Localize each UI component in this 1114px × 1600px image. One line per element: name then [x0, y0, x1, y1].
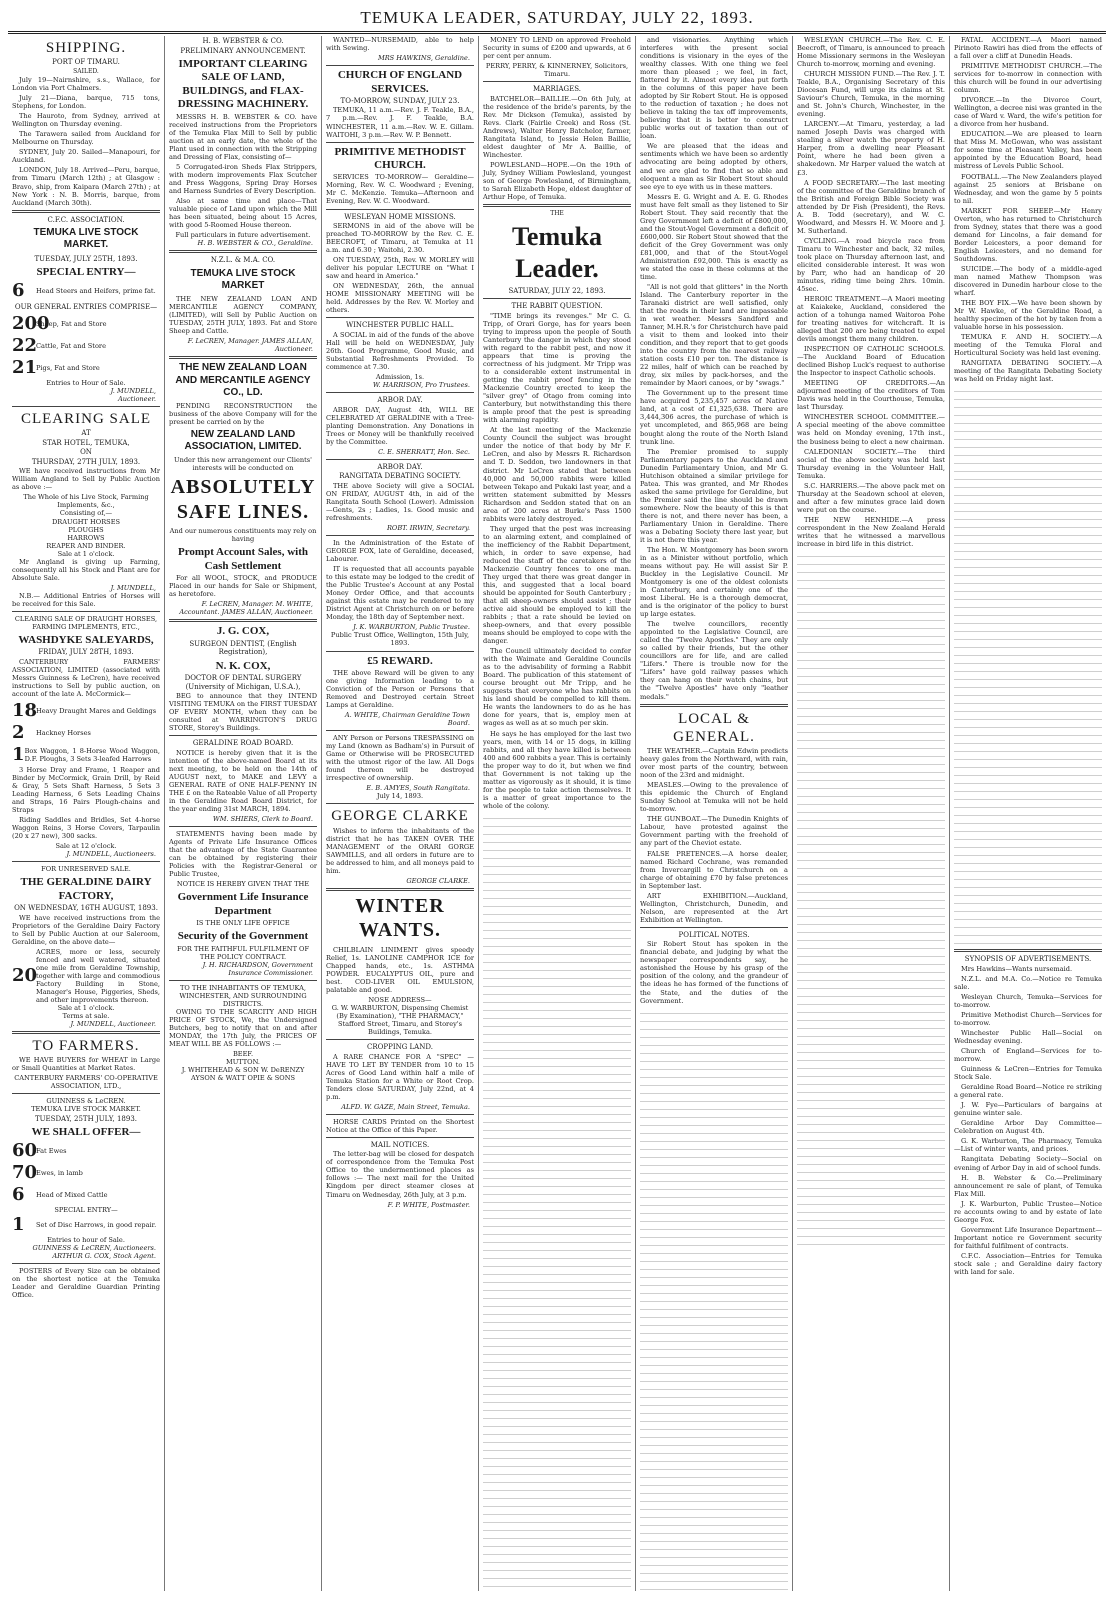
news-item: FATAL ACCIDENT.—A Maori named Pirinoto Rawiri has died from the effects of a fall over a cliff at Dunedin Heads.: [954, 36, 1102, 61]
divider: [169, 735, 317, 736]
ad-text: IS THE ONLY LIFE OFFICE: [196, 919, 290, 928]
ad-body: BEG to announce that they INTEND VISITING TEMUKA on the FIRST TUESDAY OF EVERY MONTH, when they can be consulted at WARRINGTON'S DRUG STORE, Storey's Buildings.: [169, 692, 317, 733]
divider: [326, 1039, 474, 1040]
section-heading: POLITICAL NOTES.: [678, 930, 750, 939]
news-item: HEROIC TREATMENT.—A Maori meeting at Kaiakeke, Auckland, considered the action of a tohunga named Waitoroa Pohe for treating natives for witchcraft. It is alleged that 200 are being treated to expel devils amongst them many children.: [797, 294, 945, 344]
signature: ALFD. W. GAZE, Main Street, Temuka.: [341, 1102, 470, 1111]
ad-body: Mr Angland is giving up Farming, consequently all his Stock and Plant are for Absolute Sale.: [12, 557, 160, 582]
divider: [483, 298, 631, 299]
lot-desc: Head of Mixed Cattle: [36, 1191, 108, 1200]
ad-text: AT: [81, 429, 91, 438]
divider: [483, 81, 631, 82]
ad-title: TO FARMERS.: [32, 1038, 140, 1055]
ad-heading: CROPPING LAND.: [367, 1043, 433, 1052]
divider: [326, 317, 474, 318]
notice-body: BATCHELOR—BAILLIE.—On 6th July, at the residence of the bride's parents, by the Rev. Mr Dickson (Temuka), assisted by Revs. Clark (Fairlie Creek) and Ross (St. Andrews), Walter Henry Batchelor, farmer, Rangitata Island, to Jessie Helen Baillie, eldest daughter of Mr A. Baillie, of Winchester.: [483, 94, 631, 159]
news-item: A FOOD SECRETARY.—The last meeting of the committee of the Geraldine branch of the British and Foreign Bible Society was attended by Dr Fish (President), the Revs. A. B. Todd (secretary), and W. C. Woodward, and Messrs H. W. Moore and J. M. Sutherland.: [797, 178, 945, 235]
news-item: INSPECTION OF CATHOLIC SCHOOLS.—The Auckland Board of Education declined Bishop Luck's request to authorise the Inspector to inspect Catholic schools.: [797, 345, 945, 378]
synopsis-item: Winchester Public Hall—Social on Wednesday evening.: [954, 1029, 1102, 1046]
shipping-heading: SHIPPING.: [45, 40, 127, 56]
signature: J. MUNDELL,: [110, 583, 156, 592]
ad-title: TO THE INHABITANTS OF TEMUKA, WINCHESTER, AND SURROUNDING DISTRICTS.: [179, 983, 307, 1008]
ad-text: Public Trust Office, Wellington, 15th July, 1893.: [330, 631, 470, 648]
divider: [12, 1263, 160, 1264]
synopsis-item: Guinness & LeCren—Entries for Temuka Stock Sale.: [954, 1065, 1102, 1082]
ad-body: MESSRS H. B. WEBSTER & CO. have received instructions from the Proprietors of the Temuka Flax Mill to Sell by public auction at an early date, the whole of the Plant used in connection with the Stripping and Dressing of Flax, consisting of—: [169, 112, 317, 161]
ad-body: CHILBLAIN LINIMENT gives speedy Relief, 1s. LANOLINE CAMPHOR ICE for Chapped hands, etc., 1s. ASTHMA POWDER. EUCALYPTUS OIL, pure and best. COD-LIVER OIL EMULSION, palatable and good.: [326, 945, 474, 994]
article-paragraph: At the last meeting of the Mackenzie County Council the subject was brought under the notice of that body by Mr F. LeCren, and also by Messrs R. Richardson and T. D. Seddon, two landowners in that district. Mr LeCren stated that between 40,000 and 50,000 rabbits were killed between Tekapo and Pukaki last year, and a written statement submitted by Messrs Richardson and Seddon stated that on an area of 200 acres at Burke's Pass 1500 rabbits were lately destroyed.: [483, 426, 631, 523]
ad-item: DRAUGHT HORSES: [51, 517, 121, 526]
ad-subheading: SPECIAL ENTRY—: [54, 1206, 118, 1215]
section-heading: MARRIAGES.: [532, 85, 582, 94]
ad-body: MONEY TO LEND on approved Freehold Security in sums of £200 and upwards, at 6 per cent per annum.: [483, 36, 631, 61]
ad-subheading: WE SHALL OFFER—: [31, 1126, 141, 1139]
signature: J. MUNDELL, Auctioneer.: [70, 1019, 156, 1028]
lot-item: [12, 948, 160, 1004]
lot-number: 18: [12, 700, 38, 721]
text-continuation: [954, 386, 1102, 946]
article-paragraph: The twelve councillors, recently appointed to the Legislative Council, are called the "Twelve Apostles." They are only so called by their friends, but the other councillors are for life, and are called "Lifers." There is trouble now for the "Lifers" have gold railway passes which they can hang on their watch chains, but the "Twelve Apostles" have only "leather medals.": [640, 620, 788, 701]
signature: J. MUNDELL,: [110, 386, 156, 395]
lot-desc: Box Waggon, 1 8-Horse Wood Waggon, D.F. Ploughs, 3 Sets 3-leafed Harrows: [24, 746, 160, 763]
divider: [326, 888, 474, 891]
columns: [8, 36, 1106, 1591]
section-heading: LOCAL & GENERAL.: [673, 710, 755, 745]
ad-body: HORSE CARDS Printed on the Shortest Notice at the Office of this Paper.: [326, 1117, 474, 1134]
ad-heading: MAIL NOTICES.: [370, 1140, 430, 1149]
section-heading: SYNOPSIS OF ADVERTISEMENTS.: [964, 955, 1092, 964]
news-item: TEMUKA F. AND H. SOCIETY.—A meeting of the Temuka Floral and Horticultural Society was held last evening.: [954, 333, 1102, 358]
port-heading: PORT OF TIMARU.: [52, 58, 120, 67]
synopsis-item: Mrs Hawkins—Wants nursemaid.: [961, 964, 1073, 973]
lot-number: 6: [12, 1184, 25, 1206]
divider: [326, 651, 474, 652]
synopsis-item: N.Z.L. and M.A. Co.—Notice re Temuka sale.: [954, 974, 1102, 991]
ad-body: ARBOR DAY, August 4th, WILL BE CELEBRATED AT GERALDINE with a Tree-planting Demonstration. Any Donations in Trees or Money will be thankfully received by the Committee.: [326, 405, 474, 446]
news-item: THE GUNBOAT.—The Dunedin Knights of Labour, have protested against the Government parting with the freehold of any part of the Cheviot estate.: [640, 815, 788, 848]
lot-number: 1: [12, 743, 25, 765]
signature: GEORGE CLARKE.: [406, 876, 470, 885]
news-item: MEETING OF CREDITORS.—An adjourned meeting of the creditors of Tom Davis was held in the Courthouse, Temuka, last Thursday.: [797, 379, 945, 412]
ad-body: Riding Saddles and Bridles, Set 4-horse Waggon Reins, 3 Horse Covers, Tarpaulin (20 x 27 new), 300 sacks.: [12, 816, 160, 841]
synopsis-item: J. K. Warburton, Public Trustee—Notice re accounts owing to and by estate of late George Fox.: [954, 1199, 1102, 1224]
divider: [326, 803, 474, 804]
lot-number: 1: [12, 1214, 25, 1236]
article-paragraph: and visionaries. Anything which interferes with the present social conditions is visionary in the eyes of the wealthy classes. With one thing we feel more than pleased ; we feel, in fact, flattered by it. Almost every idea put forth in the columns of this paper have been adopted by Sir Robert Stout. He is opposed to the reduction of taxation ; he does not believe in taking the tax off improvements, believing that it is better to construct public works out of taxation than out of loan.: [640, 36, 788, 141]
divider: [326, 209, 474, 210]
ad-text: NOSE ADDRESS—: [368, 995, 432, 1004]
ad-text: SURGEON DENTIST, (English Registration),: [189, 639, 297, 657]
ad-heading: ARBOR DAY.: [377, 396, 423, 405]
ad-text: And our numerous constituents may rely on having: [169, 527, 317, 544]
lot-number: 21: [12, 356, 38, 378]
news-item: CYCLING.—A road bicycle race from Timaru to Winchester and back, 32 miles, took place on Thursday afternoon last, and elicited considerable interest. It was won by Parr, who had an handicap of 20 minutes, riding time being 2hrs. 10min. 45sec.: [797, 236, 945, 293]
ad-body: A RARE CHANCE FOR A "SPEC" — HAVE TO LET BY TENDER from 10 to 15 Acres of Good Land within half a mile of Temuka Station for a White or Root Crop. Tenders close SATURDAY, July 22nd, at 4 p.m.: [326, 1052, 474, 1101]
ad-body: Wishes to inform the inhabitants of the district that he has TAKEN OVER THE MANAGEMENT of the ORARI GORGE SAWMILLS, and all orders in future are to be addressed to him, and all moneys paid to him.: [326, 826, 474, 875]
signature: J. H. RICHARDSON, Government Insurance Commissioner.: [202, 960, 313, 977]
ad-body: ON TUESDAY, 25th, Rev. W. MORLEY will deliver his popular LECTURE on "What I saw and heard in America.": [326, 256, 474, 281]
news-item: ART EXHIBITION.—Auckland, Wellington, Christchurch, Dunedin, and Nelson, are represented at the Art Exhibition at Wellington.: [640, 891, 788, 924]
text-continuation: [797, 551, 945, 1251]
lot-desc: Hackney Horses: [36, 728, 91, 737]
ad-text: Sale at 1 o'clock.: [57, 1003, 115, 1012]
lot-desc: Fat Ewes: [36, 1147, 67, 1156]
ad-text: Sale at 1 o'clock.: [57, 549, 115, 558]
shipping-entry: The Tarawera sailed from Auckland for Melbourne on Thursday.: [12, 130, 160, 147]
divider: [12, 861, 160, 862]
ad-date: THURSDAY, 27TH JULY, 1893.: [31, 457, 141, 466]
ad-body: WE HAVE BUYERS for WHEAT in Large or Small Quantities at Market Rates.: [12, 1056, 160, 1073]
ad-title: TEMUKA LIVE STOCK MARKET.: [33, 227, 139, 251]
ad-date: TUESDAY, 25TH JULY, 1893.: [34, 1114, 138, 1123]
ad-heading: WESLEYAN HOME MISSIONS.: [344, 212, 456, 221]
lot-desc: Ewes, in lamb: [36, 1169, 83, 1178]
ad-body: ON WEDNESDAY, 26th, the annual HOME MISSIONARY MEETING will be held. Addresses by the Rev. W. Morley and others.: [326, 282, 474, 315]
ad-body: A SOCIAL in aid of the funds of the above Hall will be held on WEDNESDAY, July 26th. Good Programme, Good Music, and Substantial Refreshments Provided. To commence at 7.30.: [326, 330, 474, 372]
signature: H. B. WEBSTER & CO., Geraldine.: [197, 239, 313, 248]
ad-subheading: OUR GENERAL ENTRIES COMPRISE—: [14, 303, 158, 312]
news-item: MEASLES.—Owing to the prevalence of this epidemic the Church of England Sunday School at Temuka will not be held to-morrow.: [640, 781, 788, 814]
ad-text: Sale at 12 o'clock.: [55, 842, 117, 851]
lot-number: 60: [12, 1140, 38, 1162]
lot-item: [12, 744, 160, 766]
ad-body: THE above Society will give a SOCIAL ON FRIDAY, AUGUST 4th, in aid of the Rangitata South School (Lower). Admission—Gents, 2s ; Ladies, 1s. Good music and refreshments.: [326, 481, 474, 523]
ad-heading: FOR UNRESERVED SALE.: [41, 865, 131, 874]
ad-title: TEMUKA LIVE STOCK MARKET: [190, 267, 296, 291]
ad-title: CHURCH OF ENGLAND SERVICES.: [337, 69, 463, 95]
news-item: RANGITATA DEBATING SOCIETY.—A meeting of the Rangitata Debating Society was held on Friday night last.: [954, 359, 1102, 384]
lot-item: [12, 1140, 160, 1162]
divider: [12, 406, 160, 407]
signature: WM. SHIERS, Clerk to Board.: [212, 815, 313, 824]
ad-heading: RANGITATA DEBATING SOCIETY.: [339, 472, 461, 481]
ad-body: For all WOOL, STOCK, and PRODUCE Placed in our hands for Sale or Shipment, as heretofore.: [169, 574, 317, 599]
ad-date: TO-MORROW, SUNDAY, JULY 23.: [340, 96, 460, 105]
lot-item: [12, 335, 160, 357]
ad-title: CLEARING SALE: [20, 410, 152, 427]
lot-desc: Head Steers and Heifers, prime fat.: [36, 287, 156, 296]
article-paragraph: They urged that the pest was increasing to an alarming extent, and complained of the inefficiency of the Rabbit Department, which, in order to save expense, had reduced the staff of the caretakers of the Mackenzie Country fences to one man. They urged that there was great danger in this, and suggested that a local board should be appointed for South Canterbury ; that all sheep-owners should assist ; their active aid should be employed to kill the rabbits ; that a rate should be levied on sheep-owners, and that every possible means should be employed to cope with the danger.: [483, 524, 631, 646]
ad-text: Under this new arrangement our Clients' interests will be conducted on: [174, 456, 312, 473]
news-item: CALEDONIAN SOCIETY.—The third social of the above society was held last Thursday evening in the Volunteer Hall, Temuka.: [797, 447, 945, 480]
signature: G. W. WARBURTON, Dispensing Chemist (By Examination), "THE PHARMACY," Stafford Street, Timaru, and Storey's Buildings, Temuka.: [331, 1003, 469, 1036]
signature: MRS HAWKINS, Geraldine.: [377, 54, 470, 63]
ad-heading: GERALDINE ROAD BOARD.: [192, 739, 294, 748]
signature: CANTERBURY FARMERS' CO-OPERATIVE ASSOCIATION, LTD.,: [14, 1074, 158, 1091]
lot-desc: Pigs, Fat and Store: [36, 363, 100, 372]
ad-title: Prompt Account Sales, with Cash Settlement: [178, 546, 308, 572]
ad-body: POSTERS of Every Size can be obtained on the shortest notice at the Temuka Leader and Geraldine Guardian Printing Office.: [12, 1267, 160, 1300]
news-item: SUICIDE.—The body of a middle-aged man named Mathew Thompson was discovered in Dunedin harbour close to the wharf.: [954, 264, 1102, 297]
ad-heading: WINCHESTER PUBLIC HALL.: [345, 321, 455, 330]
ad-heading: GUINNESS & LeCREN.: [46, 1097, 126, 1106]
lot-number: 22: [12, 334, 38, 356]
divider: [12, 1093, 160, 1094]
ad-body: PENDING RECONSTRUCTION the business of the above Company will for the present be carried on by the: [169, 401, 317, 426]
article-paragraph: He says he has employed for the last two years, men, with 14 or 15 dogs, in killing rabbits, and all they have killed is between 400 and 600 rabbits a year. This is certainly the proper way to do it, but when we find that Government is not taking up the matter as vigorously as it should, it is time for the people to take action themselves. It is a matter of great importance to the whole of the colony.: [483, 729, 631, 810]
shipping-entry: SYDNEY, July 20. Sailed—Manapouri, for Auckland.: [12, 148, 160, 165]
lot-item: [12, 722, 160, 744]
ad-text: Consisting of,—: [59, 509, 113, 518]
article-paragraph: "All is not gold that glitters" in the North Island. The Canterbury reporter in the Taranaki district are well satisfied, only that the roads in their land are impassable in wet weather. Messrs Sandford and Tanner, M.H.R.'s for Christchurch have paid a visit to them and looked into their condition, and they report that to get goods into the country from the nearest railway station costs £10 per ton. The distance is 22 miles, half of which can be reached by dray, six miles by pack-horses, and the remainder by Maori canoes, or by "swags.": [640, 282, 788, 388]
divider: [326, 1137, 474, 1138]
signature: C. E. SHERRATT, Hon. Sec.: [378, 447, 470, 456]
shipping-entry: July 19—Nairnshire, s.s., Wallace, for London via Port Chalmers.: [12, 76, 160, 93]
ad-title: N. K. COX,: [215, 659, 271, 672]
ad-text: DOCTOR OF DENTAL SURGERY (University of Michigan, U.S.A.),: [184, 674, 302, 691]
divider: [12, 210, 160, 213]
sailed-label: SAILED.: [73, 67, 99, 75]
signature: ROBT. IRWIN, Secretary.: [386, 524, 470, 533]
ad-body: TEMUKA, 11 a.m.—Rev. J. F. Teakle, B.A., 7 p.m.—Rev. J. F. Teakle, B.A. WINCHESTER, 11 a.m.—Rev. W. E. Gillam. WAITOHI, 3 p.m.—Rev. W. P. Bennett.: [326, 106, 474, 139]
ad-heading: H. B. WEBSTER & CO.: [202, 37, 284, 45]
lot-desc: Sheep, Fat and Store: [36, 319, 107, 328]
editorial-title: Temuka Leader.: [511, 222, 603, 284]
article-paragraph: The Government up to the present time have acquired 5,235,457 acres of Native land, at a cost of £1,325,638. There are 3,444,306 acres, the purchase of which is yet uncompleted, and 865,968 are being bought along the route of the North Island trunk line.: [640, 389, 788, 446]
article-paragraph: The Hon. W. Montgomery has been sworn in as a Minister without portfolio, which means without pay. He will assist Sir P. Buckley in the Legislative Council. Mr Montgomery is one of the oldest colonists in Canterbury, and certainly one of the most Liberal. He is a thorough democrat, and is the originator of the policy to burst up large estates.: [640, 545, 788, 619]
ad-title: GEORGE CLARKE: [331, 808, 469, 825]
divider: [12, 1031, 160, 1034]
news-item: FOOTBALL.—The New Zealanders played against 25 seniors at Brisbane on Wednesday, and won the game by 5 points to nil.: [954, 172, 1102, 205]
ad-title: THE NEW ZEALAND LOAN AND MERCANTILE AGENCY CO., LD.: [175, 362, 311, 398]
masthead: TEMUKA LEADER, SATURDAY, JULY 22, 1893.: [8, 6, 1106, 34]
signature: J. K. WARBURTON, Public Trustee.: [353, 623, 470, 632]
synopsis-item: Primitive Methodist Church—Services for to-morrow.: [954, 1010, 1102, 1027]
divider: [326, 535, 474, 536]
divider: [326, 392, 474, 393]
article-paragraph: The Council ultimately decided to confer with the Waimate and Geraldine Councils as to the advisability of forming a Rabbit Board. The publication of this statement of course brought out Mr Tripp, and he suggests that everyone who has rabbits on his land should be compelled to kill them. He wants the landowners to do as he has done for years, that is, employ men at wages as well as at so much per skin.: [483, 647, 631, 728]
news-item: LARCENY.—At Timaru, yesterday, a lad named Joseph Davis was charged with stealing a silver watch the property of H. Harper, from a dwelling near Pleasant Point, where he had been given a shakedown. Mr Harper valued the watch at £3.: [797, 120, 945, 177]
ad-body: 3 Horse Dray and Frame, 1 Reaper and Binder by McCormick, Grain Drill, by Reid & Gray, 5 Sets Shaft Harness, 5 Sets 3 Leading Harness, 6 Sets Leading Chains and Straps, 16 Pairs Plough-chains and Straps: [12, 765, 160, 815]
divider: [640, 927, 788, 928]
synopsis-item: Geraldine Road Board—Notice re striking a general rate.: [954, 1083, 1102, 1100]
lot-desc: Set of Disc Harrows, in good repair.: [36, 1221, 157, 1230]
ad-heading: ARBOR DAY.: [377, 462, 423, 471]
signature: F. P. WHITE, Postmaster.: [387, 1200, 470, 1209]
ad-subheading: MUTTON.: [225, 1058, 261, 1066]
news-item: FALSE PRETENCES.—A horse dealer, named Richard Cochrane, was remanded from Invercargill to Christchurch on a charge of obtaining £70 by false pretences in September last.: [640, 849, 788, 890]
signature: A. WHITE, Chairman Geraldine Town Board.: [344, 711, 470, 728]
ad-item: PLOUGHS: [68, 525, 104, 534]
ad-date: TUESDAY, JULY 25TH, 1893.: [34, 254, 138, 263]
news-item: THE NEW HENHIDE.—A press correspondent in the New Zealand Herald writes that he witnessed a marvellous increase in bird life in this district.: [797, 515, 945, 548]
text-continuation: [483, 813, 631, 1591]
editorial-the: THE: [550, 210, 564, 218]
shipping-entry: July 21—Diana, barque, 715 tons, Stephens, for London.: [12, 94, 160, 111]
news-item: S.C. HARRIERS.—The above pack met on Thursday at the Seadown school at eleven, and after a few minutes grace laid down were put on the course.: [797, 481, 945, 514]
ad-title: NEW ZEALAND LAND ASSOCIATION, LIMITED.: [184, 428, 302, 453]
divider: [169, 980, 317, 981]
article-paragraph: We are pleased that the ideas and sentiments which we have been so ardently advocating are being adopted by others, and we are glad to find that so able and eloquent a man as Sir Robert Stout should see eye to eye with us in these matters.: [640, 142, 788, 191]
ad-body: OWING TO THE SCARCITY AND HIGH PRICE OF STOCK, We, the Undersigned Butchers, beg to notify that on and after MONDAY, the 17th July, the PRICES OF MEAT WILL BE AS FOLLOWS :—: [169, 1007, 317, 1048]
ad-body: WE have received instructions from the Proprietors of the Geraldine Dairy Factory to Sell by Public Auction at our Saleroom, Geraldine, on the above date—: [12, 913, 160, 946]
divider: [169, 250, 317, 253]
ad-body: N.B.— Additional Entries of Horses will be received for this Sale.: [12, 591, 160, 608]
news-item: WINCHESTER SCHOOL COMMITTEE.—A special meeting of the above committee was held on Monday evening, 17th inst., the business being to elect a new chairman.: [797, 413, 945, 446]
signature: PERRY, PERRY, & KINNERNEY, Solicitors, Timaru.: [485, 62, 629, 79]
divider: [483, 204, 631, 207]
article-heading: THE RABBIT QUESTION.: [511, 302, 603, 311]
column-6: [793, 36, 950, 1591]
ad-body: In the Administration of the Estate of GEORGE FOX, late of Geraldine, deceased, Labourer.: [326, 539, 474, 564]
article-paragraph: Messrs E. G. Wright and A. E. G. Rhodes must have felt small as they listened to Sir Robert Stout. They said recently that the Grey Government left a deficit of £800,000, and the Stout-Vogel Government a deficit of £600,000. Sir Robert Stout showed that the deficit of the Grey Government was only £81,000, and that of the Stout-Vogel Administration £92,000. This is exactly as we stated the case in these columns at the time.: [640, 192, 788, 281]
lot-item: [12, 313, 160, 335]
news-item: PRIMITIVE METHODIST CHURCH.—The services for to-morrow in connection with this church will be found in our advertising column.: [954, 62, 1102, 95]
ad-body: SERMONS in aid of the above will be preached TO-MORROW by the Rev. C. E. BEECROFT, of Timaru, at Temuka at 11 a.m. and 6.30 ; Waitohi, 2.30.: [326, 222, 474, 255]
signature: W. HARRISON, Pro Trustees.: [372, 381, 470, 390]
ad-body: THE NEW ZEALAND LOAN AND MERCANTILE AGENCY COMPANY, (LIMITED), will Sell by Public Auction on TUESDAY, 25TH JULY, 1893. Fat and Store Sheep and Cattle.: [169, 295, 317, 336]
shipping-entry: The Hauroto, from Sydney, arrived at Wellington on Thursday evening.: [12, 112, 160, 129]
news-item: THE BOY FIX.—We have been shown by Mr W. Hawke, of the Geraldine Road, a healthy specimen of the hot by taken from a valuable horse in his possession.: [954, 298, 1102, 332]
ad-title: J. G. COX,: [216, 625, 270, 638]
lot-number: 6: [12, 280, 25, 302]
ad-text: Admission, 1s.: [375, 373, 425, 382]
signature: F. LeCREN, Manager. M. WHITE, Accountant. JAMES ALLAN, Auctioneer.: [179, 600, 313, 617]
ad-text: FOR THE FAITHFUL FULFILMENT OF THE POLICY CONTRACT.: [176, 944, 310, 961]
column-3: [322, 36, 479, 1591]
ad-heading: PRELIMINARY ANNOUNCEMENT.: [180, 46, 306, 55]
lot-item: [12, 1184, 160, 1206]
ad-text: Full particulars in future advertisement.: [175, 231, 311, 240]
ad-title: £5 REWARD.: [367, 654, 433, 667]
column-1: [8, 36, 165, 1591]
divider: [326, 142, 474, 143]
ad-text: Entries to Hour of Sale.: [46, 378, 126, 387]
divider: [326, 730, 474, 731]
signature: GUINNESS & LeCREN, Auctioneers. ARTHUR G. COX, Stock Agent.: [32, 1244, 156, 1261]
lot-item: [12, 280, 160, 302]
ad-item: HARROWS: [67, 533, 105, 542]
divider: [169, 356, 317, 359]
signature: E. B. AMYES, South Rangitata.: [366, 784, 470, 793]
ad-body: STATEMENTS having been made by Agents of Private Life Insurance Offices that the advantage of the State Guarantee can be obtained by registering their Policies with the Registrar-General or Public Trustee,: [169, 830, 317, 879]
ad-body: Also at same time and place—That valuable piece of Land upon which the Mill has been situated, being about 15 Acres, with good 5-Roomed House thereon.: [169, 197, 317, 230]
ad-headline: ABSOLUTELY SAFE LINES.: [170, 476, 316, 523]
ad-body: 5 Corrugated-iron Sheds Flax Strippers, with modern improvements Flax Scutcher and Press Waggons, Spring Dray Horses and Harness Sundries of Every Description.: [169, 162, 317, 195]
column-4: [479, 36, 636, 1591]
ad-text: Entries to hour of Sale.: [47, 1236, 125, 1245]
synopsis-item: C.F.C. Association—Entries for Temuka stock sale ; and Geraldine dairy factory with land for sale.: [954, 1251, 1102, 1276]
editorial-date: SATURDAY, JULY 22, 1893.: [508, 286, 606, 295]
synopsis-item: Rangitata Debating Society—Social on evening of Arbor Day in aid of school funds.: [954, 1155, 1102, 1172]
ad-title: Government Life Insurance Department: [177, 891, 309, 917]
column-7: [950, 36, 1106, 1591]
lot-item: [12, 1162, 160, 1184]
news-item: WESLEYAN CHURCH.—The Rev. C. E. Beecroft, of Timaru, is announced to preach Home Missionary sermons in the Wesleyan Church to-morrow, morning and evening.: [797, 36, 945, 69]
ad-title: PRIMITIVE METHODIST CHURCH.: [334, 145, 466, 171]
lot-item: [12, 357, 160, 379]
text-continuation: [640, 1008, 788, 1591]
signature: J. MUNDELL, Auctioneers.: [66, 850, 156, 859]
column-2: [165, 36, 322, 1591]
lot-number: 2: [12, 721, 25, 743]
shipping-entry: LONDON, July 18. Arrived—Peru, barque, from Timaru (March 12th) ; at Glasgow : Bravo, ship, from Kaipara (March 27th) ; at New York : N. B. Morris, barque, from Auckland (March 30th).: [12, 166, 160, 207]
ad-text: The Whole of his Live Stock, Farming Implements, &c.,: [23, 493, 149, 510]
divider: [326, 65, 474, 66]
article-paragraph: "TIME brings its revenges." Mr C. G. Tripp, of Orari Gorge, has for years been trying to impress upon the people of South Canterbury the danger in which they stood with regard to the rabbit pest, and now it appears that time is proving the correctness of his judgment. Mr Tripp was to a considerable extent instrumental in getting the rabbit proof fencing in the Mackenzie Country erected to keep the "silver grey" of Otago from coming into Canterbury, but notwithstanding this there is ample proof that the pest is spreading with alarming rapidity.: [483, 311, 631, 425]
ad-text: ON: [80, 448, 92, 457]
divider: [326, 459, 474, 460]
ad-body: WE have received instructions from Mr William Angland to Sell by Public Auction as above :—: [12, 467, 160, 492]
synopsis-item: G. K. Warburton, The Pharmacy, Temuka—List of winter wants, and prices.: [954, 1137, 1102, 1154]
ad-subheading: BEEF.: [232, 1049, 254, 1058]
divider: [954, 949, 1102, 952]
ad-body: THE above Reward will be given to any one giving Information leading to a Conviction of the Person or Persons that Removed and Destroyed certain Street Lamps at Geraldine.: [326, 668, 474, 710]
lot-number: 200: [12, 312, 50, 334]
article-paragraph: Sir Robert Stout has spoken in the financial debate, and judging by what the newspaper correspondents say, he astonished the House by his grasp of the position of the colony, and the grandeur of the ideas he has formed of the functions of the State, and the duties of the Government.: [640, 940, 788, 1005]
news-item: CHURCH MISSION FUND.—The Rev. J. T. Teakle, B.A., Organising Secretary of this Diocesan Fund, will urge its claims at St. Saviour's Church, Temuka, in the morning and St. John's Church, Winchester, in the evening.: [797, 70, 945, 119]
ad-body: ANY Person or Persons TRESPASSING on my Land (known as Badham's) in Pursuit of Game or Otherwise will be PROSECUTED with the utmost rigor of the law. All Dogs found thereon will be destroyed irrespective of ownership.: [326, 734, 474, 783]
divider: [169, 619, 317, 622]
ad-title: WASHDYKE SALEYARDS,: [18, 633, 154, 646]
ad-date: FRIDAY, JULY 28TH, 1893.: [38, 648, 134, 657]
lot-number: 70: [12, 1162, 38, 1184]
ad-text: Terms at sale.: [62, 1011, 110, 1020]
signature: J. WHITEHEAD & SON W. DeRENZY AYSON & WATT OPIE & SONS: [181, 1066, 305, 1083]
ad-subheading: SPECIAL ENTRY—: [36, 266, 136, 279]
ad-title: Security of the Government: [177, 930, 309, 943]
ad-title: TEMUKA LIVE STOCK MARKET.: [31, 1105, 141, 1114]
lot-desc: ACRES, more or less, securely fenced and well watered, situated one mile from Geraldine Township, together with large and commodious Factory Building in Stone, Manager's House, Piggeries, Sheds, and other improvements thereon.: [36, 947, 160, 1004]
lot-desc: Heavy Draught Mares and Geldings: [36, 706, 157, 715]
column-5: [636, 36, 793, 1591]
synopsis-item: H. B. Webster & Co.—Preliminary announcement re sale of plant, of Temuka Flax Mill.: [954, 1173, 1102, 1198]
article-paragraph: The Premier promised to supply Parliamentary papers to the Auckland and Dunedin Parliamentary Union, and Mr G. Hutchison obtained a similar privilege for Patea. This was granted, and Mr Rhodes asked the same privilege for Geraldine, but the Premier said the line should be drawn somewhere. Now the beauty of this is that there is not, and there never has been, a Parliamentary Union in Geraldine. There was a Debating Society there last year, but it is not there this year.: [640, 447, 788, 544]
news-item: THE WEATHER.—Captain Edwin predicts heavy gales from the Northward, with rain, over most parts of the country, between noon of the 23rd and midnight.: [640, 747, 788, 780]
ad-title: CLEARING SALE OF DRAUGHT HORSES, FARMING IMPLEMENTS, ETC.,: [14, 614, 158, 631]
notice-body: POWLESLAND—HOPE.—On the 19th of July, Sydney William Powlesland, youngest son of George Powlesland, of Birmingham, to Sarah Elizabeth Hope, eldest daughter of Arthur Hope, of Temuka.: [483, 160, 631, 202]
divider: [12, 611, 160, 612]
ad-title: THE GERALDINE DAIRY FACTORY,: [20, 876, 152, 902]
ad-body: CANTERBURY FARMERS' ASSOCIATION, LIMITED (associated with Messrs Guinness & LeCren), have received instructions to Sell by public auction, on account of the late A. McCormick—: [12, 657, 160, 698]
ad-title: IMPORTANT CLEARING SALE OF LAND, BUILDINGS, and FLAX-DRESSING MACHINERY.: [177, 58, 309, 111]
ad-heading: C.F.C. ASSOCIATION.: [47, 215, 125, 224]
ad-body: NOTICE is hereby given that it is the intention of the above-named Board at its next meeting, to be held on the 14th of AUGUST next, to MAKE and LEVY a GENERAL RATE of ONE HALF-PENNY IN THE £ on the Rateable Value of all Property in the Geraldine Road Board District, for the year ending 31st MARCH, 1894.: [169, 748, 317, 814]
ad-text: July 14, 1893.: [376, 792, 424, 801]
ad-text: NOTICE IS HEREBY GIVEN THAT THE: [176, 880, 310, 889]
divider: [640, 704, 788, 707]
divider: [169, 826, 317, 827]
synopsis-item: Wesleyan Church, Temuka—Services for to-morrow.: [954, 992, 1102, 1009]
signature-title: Auctioneer.: [117, 394, 156, 403]
news-item: DIVORCE.—In the Divorce Court, Wellington, a decree nisi was granted in the case of Ward v. Ward, the wife's petition for a divorce from her husband.: [954, 96, 1102, 129]
synopsis-item: Government Life Insurance Department—Important notice re Government security for faithful fulfilment of contracts.: [954, 1225, 1102, 1250]
divider: [326, 1114, 474, 1115]
synopsis-item: Church of England—Services for to-morrow.: [954, 1047, 1102, 1064]
lot-desc: Cattle, Fat and Store: [36, 341, 106, 350]
ad-item: REAPER AND BINDER.: [46, 541, 126, 550]
lot-item: [12, 1214, 160, 1236]
ad-text: STAR HOTEL, TEMUKA,: [42, 438, 130, 447]
ad-body: SERVICES TO-MORROW— Geraldine—Morning, Rev. W. C. Woodward ; Evening, Mr C. McKenzie. Temuka—Afternoon and Evening, Rev. W. C. Woodward.: [326, 173, 474, 206]
signature: F. LeCREN, Manager. JAMES ALLAN, Auctioneer.: [187, 337, 313, 354]
synopsis-item: J. W. Fye—Particulars of bargains at genuine winter sale.: [954, 1101, 1102, 1118]
lot-number: 20: [12, 964, 38, 986]
ad-heading: N.Z.L. & M.A. CO.: [210, 256, 276, 265]
ad-date: ON WEDNESDAY, 16TH AUGUST, 1893.: [14, 904, 158, 913]
lot-item: [12, 700, 160, 722]
ad-body: WANTED—NURSEMAID, able to help with Sewing.: [326, 36, 474, 53]
ad-headline: WINTER WANTS.: [355, 894, 445, 942]
news-item: MARKET FOR SHEEP.—Mr Henry Overton, who has returned to Christchurch from Sydney, states that there was a good demand for Lincolns, a fair demand for Border Leicesters, a poor demand for English Leicesters, and no demand for Southdowns.: [954, 206, 1102, 263]
ad-body: The letter-bag will be closed for despatch of correspondence from the Temuka Post Office to the undermentioned places as follows :— The next mail for the United Kingdom per direct steamer closes at Timaru on Wednesday, 26th July, at 3 p.m.: [326, 1150, 474, 1199]
news-item: EDUCATION.—We are pleased to learn that Miss M. McGowan, who was assistant for some time at Pleasant Valley, has been appointed by the Education Board, head mistress of Levels Public School.: [954, 130, 1102, 171]
synopsis-item: Geraldine Arbor Day Committee—Celebration on August 4th.: [954, 1119, 1102, 1136]
ad-body: IT is requested that all accounts payable to this estate may be lodged to the credit of the Public Trustee's Account at any Postal Money Order Office, and that accounts against this estate may be rendered to my District Agent at Christchurch on or before Monday, the 18th day of September next.: [326, 565, 474, 622]
